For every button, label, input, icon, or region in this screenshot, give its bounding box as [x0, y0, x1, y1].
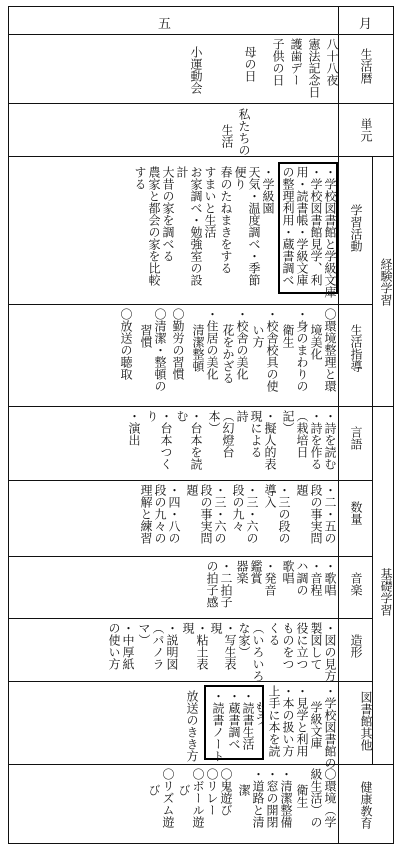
kenko-item: ・窓の開閉	[265, 768, 279, 828]
zokei-item: ・図の見方	[323, 622, 337, 682]
kenko-item: 〇リレー	[205, 768, 219, 816]
zokei-item: 現	[181, 622, 195, 634]
ongaku-item: ・発音	[263, 560, 277, 596]
seikatsureki-item: 母の日	[243, 46, 257, 82]
row-label-suryo: 数量	[349, 501, 363, 525]
suryo-item: 段の事実問	[309, 484, 323, 544]
gengo-item: （幻燈台	[221, 410, 235, 458]
gengo-item: 詩	[235, 410, 249, 422]
gakushu-item: 用・読書帳・学級文庫	[295, 166, 309, 286]
ongaku-item: ・音程	[309, 560, 323, 596]
gengo-item: ・詩を作る	[309, 410, 323, 470]
zokei-item: 現	[209, 622, 223, 634]
row-divider-gengo	[8, 480, 372, 481]
seikatsu-shido-item: ・校舎校具の使	[265, 308, 279, 392]
seikatsureki-item: 子供の日	[271, 38, 285, 86]
toshokan-item: 上手に本を読	[267, 685, 281, 757]
zokei-item: ・写生表	[223, 622, 237, 670]
row-label-gakushu: 学習活動	[349, 204, 363, 252]
gengo-item: ・詩を読む	[323, 410, 337, 470]
seikatsu-shido-item: 花をかざる	[221, 324, 235, 384]
gakushu-item: 便り	[233, 166, 247, 190]
kenko-item: 〇環境（学	[323, 768, 337, 828]
frame-left	[204, 685, 206, 760]
zokei-item: 製図して	[309, 622, 323, 670]
row-divider-seikatsureki	[8, 103, 394, 104]
kenko-item: 〇リズム遊	[161, 768, 175, 828]
gakushu-item: する	[133, 166, 147, 190]
group-label-keiken: 経験学習	[379, 258, 393, 306]
seikatsu-shido-item: 習慣	[139, 324, 153, 348]
label-column-divider	[338, 6, 339, 844]
zokei-item: ものをつ	[281, 622, 295, 670]
row-label-toshokan: 図書館其他	[359, 691, 373, 751]
zokei-item: 役に立つ	[295, 622, 309, 670]
row-divider-zokei	[8, 681, 372, 682]
zokei-item: （いろいろ	[251, 622, 265, 682]
frame-top	[204, 685, 264, 687]
row-divider-gakushu	[8, 304, 372, 305]
border-top	[8, 6, 394, 7]
kenko-item: 〇ボール遊	[191, 768, 205, 828]
ongaku-item: 歌唱	[281, 560, 295, 584]
suryo-item: 段の九々	[231, 484, 245, 532]
suryo-item: 段の九々の	[153, 484, 167, 544]
toshokan-item: ・蔵書調べ	[227, 690, 241, 750]
zokei-item: ・中厚紙	[121, 622, 135, 670]
ongaku-item: ・二拍子	[219, 560, 233, 608]
toshokan-item: ・見学と利用	[295, 685, 309, 757]
seikatsu-shido-item: 〇環境整理と環	[323, 308, 337, 392]
gakushu-item: お家調べ・勉強室の設	[189, 166, 203, 286]
gengo-item: ・台本つく	[159, 410, 173, 470]
suryo-item: ・三・六の	[213, 484, 227, 544]
toshokan-item: 放送のきき方	[185, 690, 199, 762]
toshokan-item: ・本の扱い方	[281, 685, 295, 757]
ongaku-item: 器楽	[235, 560, 249, 584]
kenko-item: 潔	[237, 784, 251, 796]
ongaku-item: ・歌唱	[323, 560, 337, 596]
seikatsu-shido-item: ・住居の美化	[205, 308, 219, 380]
suryo-item: ・三・六の	[245, 484, 259, 544]
kenko-item: 〇鬼遊び	[219, 768, 233, 816]
gengo-item: 本）	[207, 410, 221, 434]
row-label-ongaku: 音楽	[349, 572, 363, 596]
seikatsu-shido-item: 境美化	[309, 324, 323, 360]
seikatsu-shido-item: 清潔整頓	[191, 324, 205, 372]
ongaku-item: 鑑賞	[249, 560, 263, 584]
month-label: 月	[359, 17, 373, 32]
gengo-item: 記）	[281, 410, 295, 434]
ongaku-item: ハ調の	[295, 560, 309, 596]
gakushu-item: の整理利用・蔵書調べ	[281, 166, 295, 286]
toshokan-item: ・読書生活	[241, 690, 255, 750]
toshokan-item: ・読書ノート	[211, 690, 225, 762]
seikatsu-shido-item: ・校舎の美化	[235, 308, 249, 380]
seikatsureki-item: 小運動会	[189, 46, 203, 94]
seikatsu-shido-item: 衛生	[281, 324, 295, 348]
suryo-item: 理解と練習	[139, 484, 153, 544]
toshokan-item: もう	[253, 701, 267, 725]
row-label-seikatsureki: 生活暦	[359, 48, 373, 84]
gakushu-item: 大昔の家を調べる	[161, 166, 175, 262]
seikatsureki-item: 憲法記念日	[307, 38, 321, 98]
seikatsu-shido-item: 〇勤労の習慣	[171, 308, 185, 380]
gakushu-item: 計	[175, 166, 189, 178]
row-label-zokei: 造形	[349, 634, 363, 658]
seikatsu-shido-item: 〇清潔・整頓の	[153, 308, 167, 392]
month-value: 五	[158, 17, 172, 32]
frame-top	[278, 162, 338, 164]
row-divider-ongaku	[8, 618, 372, 619]
border-left	[8, 6, 9, 844]
zokei-item: マ）	[137, 622, 151, 646]
seikatsureki-item: 八十八夜	[325, 38, 339, 86]
kenko-item: 衛生	[295, 784, 309, 808]
zokei-item: の使い方	[107, 622, 121, 670]
gengo-item: ・台本を読	[189, 410, 203, 470]
row-divider-tangen	[8, 156, 394, 157]
gakushu-item: すまいと生活	[203, 166, 217, 238]
seikatsu-shido-item: い方	[251, 324, 265, 348]
kenko-item: び	[177, 784, 191, 796]
border-right	[393, 6, 394, 844]
curriculum-table	[8, 6, 394, 844]
gakushu-item: ・学級園	[261, 166, 275, 214]
kenko-item: ・清潔整備	[279, 768, 293, 828]
zokei-item: な家）	[237, 622, 251, 658]
row-divider-seikatsu-shido	[8, 406, 394, 407]
zokei-item: くる	[267, 622, 281, 646]
gakushu-item: 天気・温度調べ・季節	[247, 166, 261, 286]
gengo-item: （栽培日	[295, 410, 309, 458]
toshokan-item: 学級文庫	[309, 701, 323, 749]
row-divider-suryo	[8, 556, 372, 557]
row-label-seikatsu-shido: 生活指導	[349, 324, 363, 372]
suryo-item: 段の事実問	[199, 484, 213, 544]
zokei-item: （パノラ	[151, 622, 165, 670]
seikatsu-shido-item: ・身のまわりの	[295, 308, 309, 392]
gakushu-item: ・学校図書館と学級文庫	[323, 166, 337, 298]
ongaku-item: の拍子感	[205, 560, 219, 608]
gakushu-item: 農家と都会の家を比較	[147, 166, 161, 286]
zokei-item: ・粘土表	[195, 622, 209, 670]
kenko-item: 級生活）の	[309, 768, 323, 828]
group-column-divider	[372, 156, 373, 764]
kenko-item: ・道路と清	[251, 768, 265, 828]
gengo-item: 現による	[249, 410, 263, 458]
kenko-item: び	[147, 784, 161, 796]
suryo-item: ・二・五の	[323, 484, 337, 544]
border-bottom	[8, 843, 394, 844]
tangen-item: 私たちの	[237, 108, 251, 156]
gakushu-item: 春のたねまきをする	[219, 166, 233, 274]
toshokan-item: ・学校図書館の	[323, 685, 337, 769]
gengo-item: り	[145, 410, 159, 422]
gengo-item: ・演出	[127, 410, 141, 446]
row-label-kenko: 健康教育	[359, 781, 373, 829]
gengo-item: む	[175, 410, 189, 422]
zokei-item: ・説明図	[165, 622, 179, 670]
seikatsu-shido-item: 〇放送の聴取	[119, 308, 133, 380]
tangen-item: 生活	[220, 124, 234, 148]
row-divider-header	[8, 34, 394, 35]
row-label-gengo: 言語	[349, 426, 363, 450]
seikatsureki-item: 護歯デー	[289, 38, 303, 86]
suryo-item: 題	[185, 484, 199, 496]
row-label-tangen: 単元	[359, 118, 373, 142]
suryo-item: ・四・八の	[167, 484, 181, 544]
suryo-item: 導入	[263, 484, 277, 508]
suryo-item: 題	[295, 484, 309, 496]
gengo-item: ・擬人的表	[263, 410, 277, 470]
gakushu-item: ・学校図書館見学、利	[309, 166, 323, 286]
suryo-item: ・三の段の	[277, 484, 291, 544]
group-label-kiso: 基礎学習	[379, 568, 393, 616]
